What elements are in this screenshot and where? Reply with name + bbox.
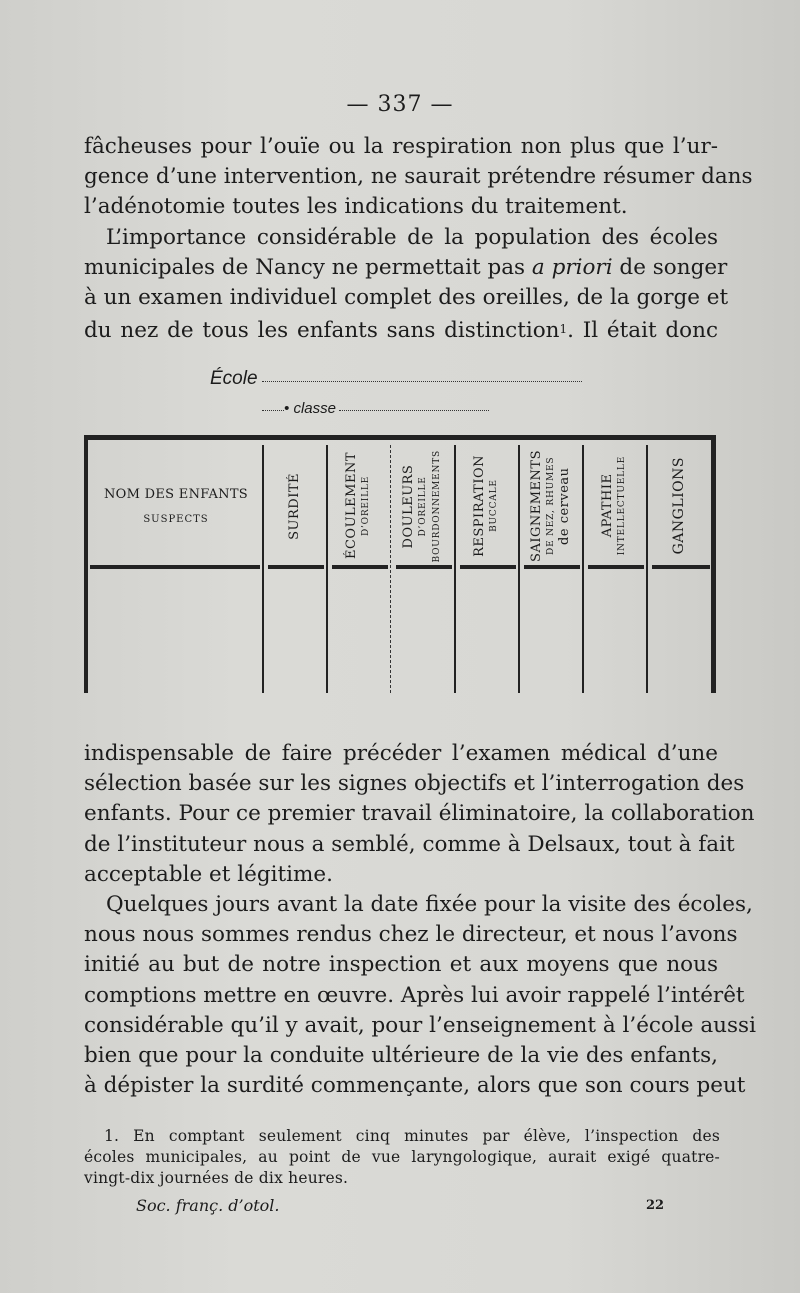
column-header-respiration: RESPIRATION BUCCALE bbox=[472, 455, 499, 557]
italic-a-priori: a priori bbox=[531, 255, 613, 281]
dotted-fill-line bbox=[262, 381, 582, 382]
text-line: bien que pour la conduite ultérieure de la vie des enfants, bbox=[84, 1043, 718, 1069]
classe-label: classe bbox=[293, 400, 336, 417]
footnote-line: écoles municipales, au point de vue laryngologique, aurait exigé quatre- bbox=[84, 1148, 720, 1166]
dotted-fill-line bbox=[339, 410, 489, 411]
text-line: fâcheuses pour l’ouïe ou la respiration non plus que l’ur- bbox=[84, 134, 718, 159]
footnote bbox=[84, 1126, 720, 1189]
dotted-fill-line bbox=[262, 410, 284, 411]
text-line: nous nous sommes rendus chez le directeur, et nous l’avons bbox=[84, 922, 738, 948]
column-divider bbox=[390, 445, 391, 693]
column-header-ecoulement: ÉCOULEMENT D’OREILLE bbox=[344, 452, 371, 560]
column-header-names: NOM DES ENFANTS SUSPECTS bbox=[103, 487, 249, 525]
header-rule bbox=[332, 565, 388, 569]
text-line: acceptable et légitime. bbox=[84, 861, 333, 887]
column-header-saignements: SAIGNEMENTS DE NEZ, RHUMES de cerveau bbox=[529, 450, 572, 562]
text-line: initié au but de notre inspection et aux moyens que nous bbox=[84, 952, 718, 978]
page-number: — 337 — bbox=[346, 92, 454, 117]
text-line: considérable qu’il y avait, pour l’enseignement à l’école aussi bbox=[84, 1012, 756, 1038]
column-header-douleurs: DOULEURS D’OREILLE BOURDONNEMENTS bbox=[401, 449, 442, 563]
form-ecole-line bbox=[210, 368, 582, 390]
header-rule bbox=[396, 565, 452, 569]
text-line: du nez de tous les enfants sans distinction$^1$. Il était donc bbox=[84, 317, 719, 343]
header-rule bbox=[652, 565, 710, 569]
text-line: à dépister la surdité commençante, alors que son cours peut bbox=[84, 1073, 746, 1099]
signature-number: 22 bbox=[646, 1198, 665, 1213]
column-header-ganglions: GANGLIONS bbox=[671, 457, 687, 555]
text-line: Quelques jours avant la date fixée pour la visite des écoles, bbox=[106, 892, 753, 917]
screening-form-table bbox=[84, 435, 716, 693]
footnote-line: 1. En comptant seulement cinq minutes par élève, l’inspection des bbox=[104, 1127, 720, 1145]
paragraph-population bbox=[84, 223, 729, 346]
column-header-apathie: APATHIE INTELLECTUELLE bbox=[600, 456, 627, 556]
signature-line: Soc. franç. d’otol. bbox=[136, 1196, 280, 1215]
paragraph-selection bbox=[84, 739, 755, 890]
column-header-surdite: SURDITÉ bbox=[287, 472, 302, 540]
text-line: municipales de Nancy ne permettait pas a priori de songer bbox=[84, 255, 728, 281]
text-line: L’importance considérable de la population des écoles bbox=[106, 225, 718, 250]
text-line: de l’instituteur nous a semblé, comme à Delsaux, tout à fait bbox=[84, 831, 735, 857]
header-rule bbox=[588, 565, 644, 569]
form-classe-line: • classe bbox=[262, 400, 489, 417]
header-rule bbox=[460, 565, 516, 569]
text-line: à un examen individuel complet des oreilles, de la gorge et bbox=[84, 285, 729, 311]
text-line: sélection basée sur les signes objectifs et l’interrogation des bbox=[84, 771, 745, 797]
ecole-label: École bbox=[210, 368, 258, 389]
footnote-line: vingt-dix journées de dix heures. bbox=[84, 1169, 349, 1187]
header-rule bbox=[524, 565, 580, 569]
header-rule bbox=[268, 565, 324, 569]
header-rule bbox=[90, 565, 260, 569]
paragraph-visite bbox=[84, 890, 756, 1101]
text-line: indispensable de faire précéder l’examen médical d’une bbox=[84, 741, 718, 766]
text-line: gence d’une intervention, ne saurait prétendre résumer dans bbox=[84, 164, 753, 190]
text-line: enfants. Pour ce premier travail éliminatoire, la collaboration bbox=[84, 801, 755, 827]
paragraph-continuation bbox=[84, 132, 753, 223]
text-line: l’adénotomie toutes les indications du traitement. bbox=[84, 194, 628, 220]
footnote-ref: 1 bbox=[559, 321, 568, 336]
text-line: comptions mettre en œuvre. Après lui avoir rappelé l’intérêt bbox=[84, 982, 745, 1008]
